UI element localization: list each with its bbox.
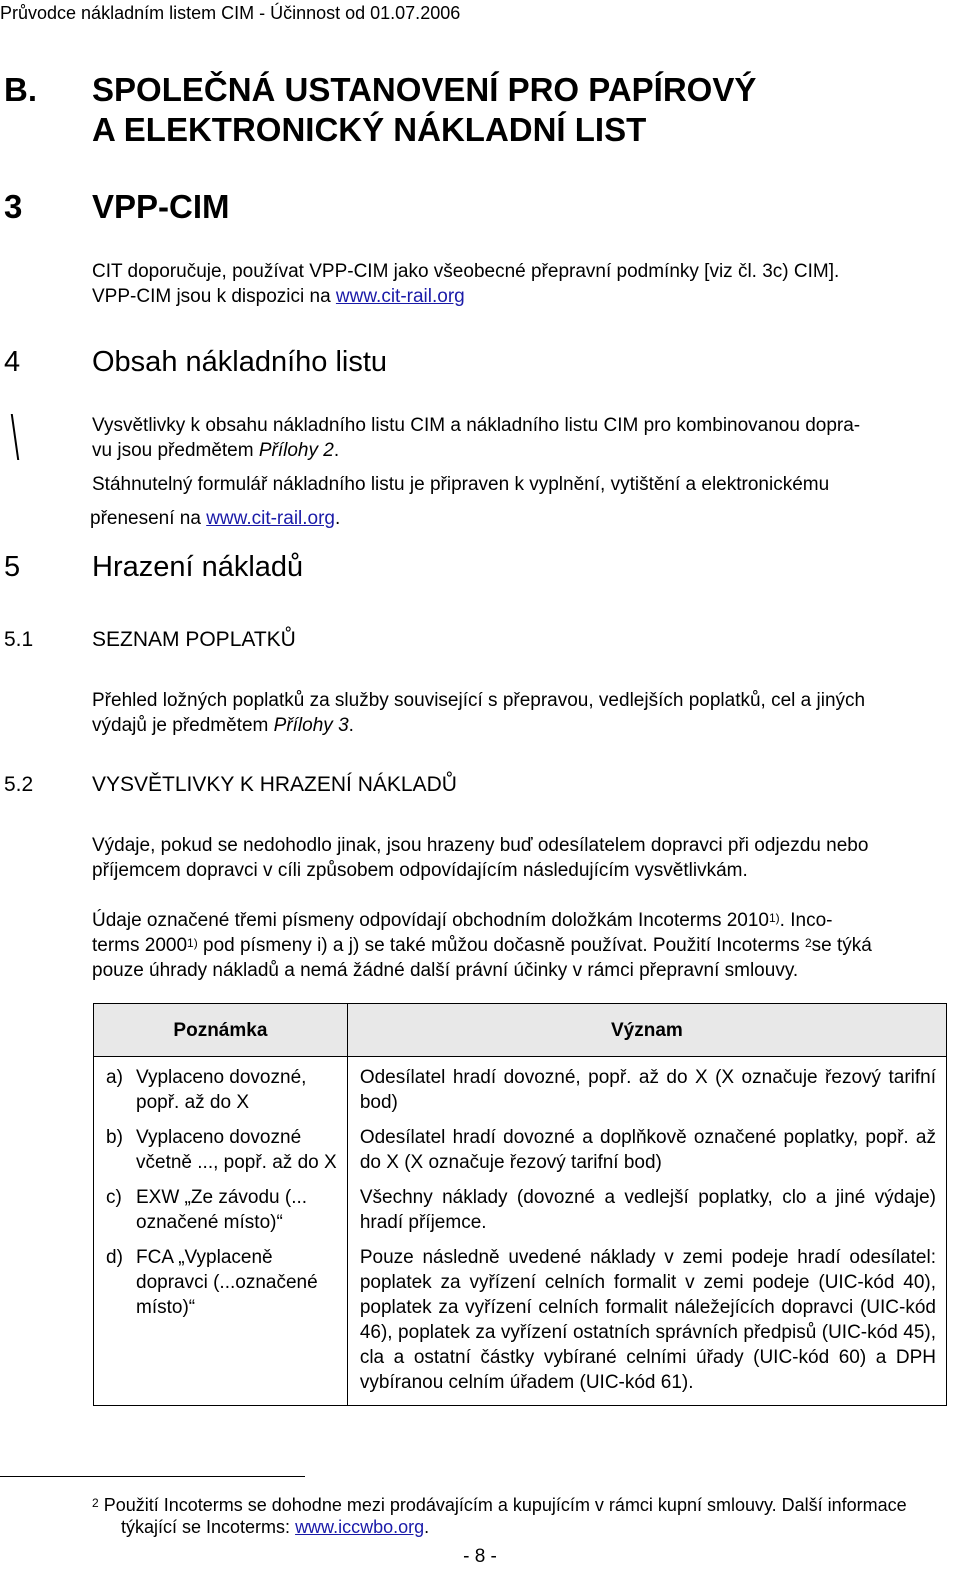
footnote-prefix: týkající se Incoterms:: [121, 1517, 296, 1537]
footnote-ref-1: 1): [769, 911, 780, 925]
meaning-cell: Odesílatel hradí dovozné a doplňkově označené poplatky, popř. až do X (X označuje řezový tarifní bod): [347, 1117, 946, 1177]
section-5-1-p-prefix: výdajů je předmětem: [92, 715, 274, 736]
meaning-cell: Odesílatel hradí dovozné, popř. až do X (X označuje řezový tarifní bod): [347, 1057, 946, 1118]
section-3-title: VPP-CIM: [92, 188, 230, 225]
table-row: [94, 1057, 947, 1118]
incoterms-2000-text: terms 2000: [92, 935, 188, 956]
note-letter: c): [106, 1187, 122, 1208]
note-cell: [94, 1237, 348, 1406]
footnote-separator: [0, 1476, 305, 1477]
note-letter: b): [106, 1127, 123, 1148]
table-row: [94, 1237, 947, 1406]
header-meaning: Význam: [347, 1004, 946, 1057]
incoterms-2010-text: Údaje označené třemi písmeny odpovídají obchodním doložkám Incoterms 2010: [92, 910, 769, 931]
page-number: - 8 -: [463, 1546, 497, 1567]
section-4-number: 4: [4, 346, 21, 378]
section-4-title: Obsah nákladního listu: [92, 346, 388, 378]
section-5-1-p-annex: Přílohy 3: [273, 715, 349, 736]
section-4-p1-line1: Vysvětlivky k obsahu nákladního listu CIM a nákladního listu CIM pro kombinovanou dopra-: [92, 415, 861, 436]
footnote-line1: [92, 1494, 954, 1516]
section-3-text-line2: [92, 284, 465, 309]
note-text: FCA „Vyplaceně dopravci (...označené místo)“: [136, 1247, 318, 1318]
footnote-ref-2: 1): [187, 936, 198, 950]
footnote-marker: 2: [92, 1496, 99, 1510]
section-b-title-line2: A ELEKTRONICKÝ NÁKLADNÍ LIST: [92, 111, 647, 148]
table-row: [94, 1117, 947, 1177]
section-3-number: 3: [4, 188, 23, 225]
payment-notes-table: [93, 1003, 947, 1406]
footnote-text: Použití Incoterms se dohodne mezi prodávajícím a kupujícím v rámci kupní smlouvy. Další informace: [103, 1495, 907, 1515]
section-5-2-p1-line2: příjemcem dopravci v cíli způsobem odpovídajícím následujícím vysvětlivkám.: [92, 860, 748, 881]
section-5-2-p2-line1: [92, 908, 952, 933]
footnote-suffix: .: [424, 1517, 430, 1537]
note-text: Vyplaceno dovozné včetně ..., popř. až do X: [136, 1127, 337, 1173]
section-4-p1-annex: Přílohy 2: [258, 440, 334, 461]
header-note: Poznámka: [94, 1004, 348, 1057]
note-cell: [94, 1057, 348, 1118]
inco-hyphen-text: . Inco-: [779, 910, 833, 931]
section-5-1-title: SEZNAM POPLATKŮ: [92, 628, 296, 651]
cit-rail-link[interactable]: www.cit-rail.org: [335, 286, 465, 307]
section-4-p2-line2: [90, 506, 340, 531]
section-5-title: Hrazení nákladů: [92, 551, 304, 583]
section-5-1-p-line1: Přehled ložných poplatků za služby související s přepravou, vedlejších poplatků, cel a jiných: [92, 690, 866, 711]
meaning-cell: Pouze následně uvedené náklady v zemi podeje hradí odesílatel: poplatek za vyřízení celních formalit v zemi podeje (UIC-kód 40), poplatek za vyřízení celních formalit náležejících dopravci (UIC-kód 46), poplatek za vyřízení ostatních správních předpisů (UIC-kód 45), cla a ostatní částky vybírané celními úřady (UIC-kód 60) a DPH vybíranou celním úřadem (UIC-kód 61).: [347, 1237, 946, 1406]
section-4-p2-prefix: přenesení na: [90, 508, 207, 529]
section-4-p2-suffix: .: [335, 508, 341, 529]
footnote-ref-3: 2: [804, 936, 812, 950]
section-4-p2-line1: Stáhnutelný formulář nákladního listu je připraven k vyplnění, vytištění a elektronickému: [92, 474, 830, 495]
note-text: Vyplaceno dovozné, popř. až do X: [136, 1067, 307, 1113]
incoterms-usage-text: pod písmeny i) a j) se také můžou dočasně používat. Použití Incoterms: [197, 935, 805, 956]
footnote: [92, 1494, 954, 1538]
note-letter: a): [106, 1067, 123, 1088]
revision-bar: [11, 414, 19, 460]
section-5-2-p2-line2: [92, 933, 872, 958]
table-header-row: [94, 1004, 947, 1057]
section-5-2-p1-line1: Výdaje, pokud se nedohodlo jinak, jsou hrazeny buď odesílatelem dopravci při odjezdu nebo: [92, 835, 869, 856]
meaning-cell: Všechny náklady (dovozné a vedlejší poplatky, clo a jiné výdaje) hradí příjemce.: [347, 1177, 946, 1237]
incoterms-text-1: [92, 908, 832, 933]
section-5-1-p-suffix: .: [348, 715, 354, 736]
iccwbo-link[interactable]: www.iccwbo.org: [295, 1517, 425, 1537]
footnote-line2: [92, 1516, 954, 1538]
section-5-2-p2-line3: pouze úhrady nákladů a nemá žádné další právní účinky v rámci přepravní smlouvy.: [92, 960, 799, 981]
note-letter: d): [106, 1247, 123, 1268]
incoterms-concerns-text: se týká: [811, 935, 872, 956]
section-b-title-line1: SPOLEČNÁ USTANOVENÍ PRO PAPÍROVÝ: [92, 71, 757, 108]
cit-rail-link-2[interactable]: www.cit-rail.org: [206, 508, 336, 529]
section-5-1-p-line2: [92, 713, 354, 738]
table-row: [94, 1177, 947, 1237]
section-3-text-line1: CIT doporučuje, používat VPP-CIM jako všeobecné přepravní podmínky [viz čl. 3c) CIM].: [92, 261, 840, 282]
section-4-p1-suffix: .: [333, 440, 340, 461]
section-4-p1-prefix: vu jsou předmětem: [92, 440, 259, 461]
section-5-2-number: 5.2: [4, 773, 34, 796]
running-header: Průvodce nákladním listem CIM - Účinnost od 01.07.2006: [0, 3, 461, 23]
section-5-number: 5: [4, 551, 21, 583]
section-b-number: B.: [4, 71, 37, 108]
note-cell: [94, 1117, 348, 1177]
section-4-p1-line2: [92, 438, 339, 463]
section-3-text-prefix: VPP-CIM jsou k dispozici na: [92, 286, 336, 307]
note-text: EXW „Ze závodu (... označené místo)“: [136, 1187, 308, 1233]
note-cell: [94, 1177, 348, 1237]
section-5-2-title: VYSVĚTLIVKY K HRAZENÍ NÁKLADŮ: [92, 773, 457, 796]
section-5-1-number: 5.1: [4, 628, 34, 651]
